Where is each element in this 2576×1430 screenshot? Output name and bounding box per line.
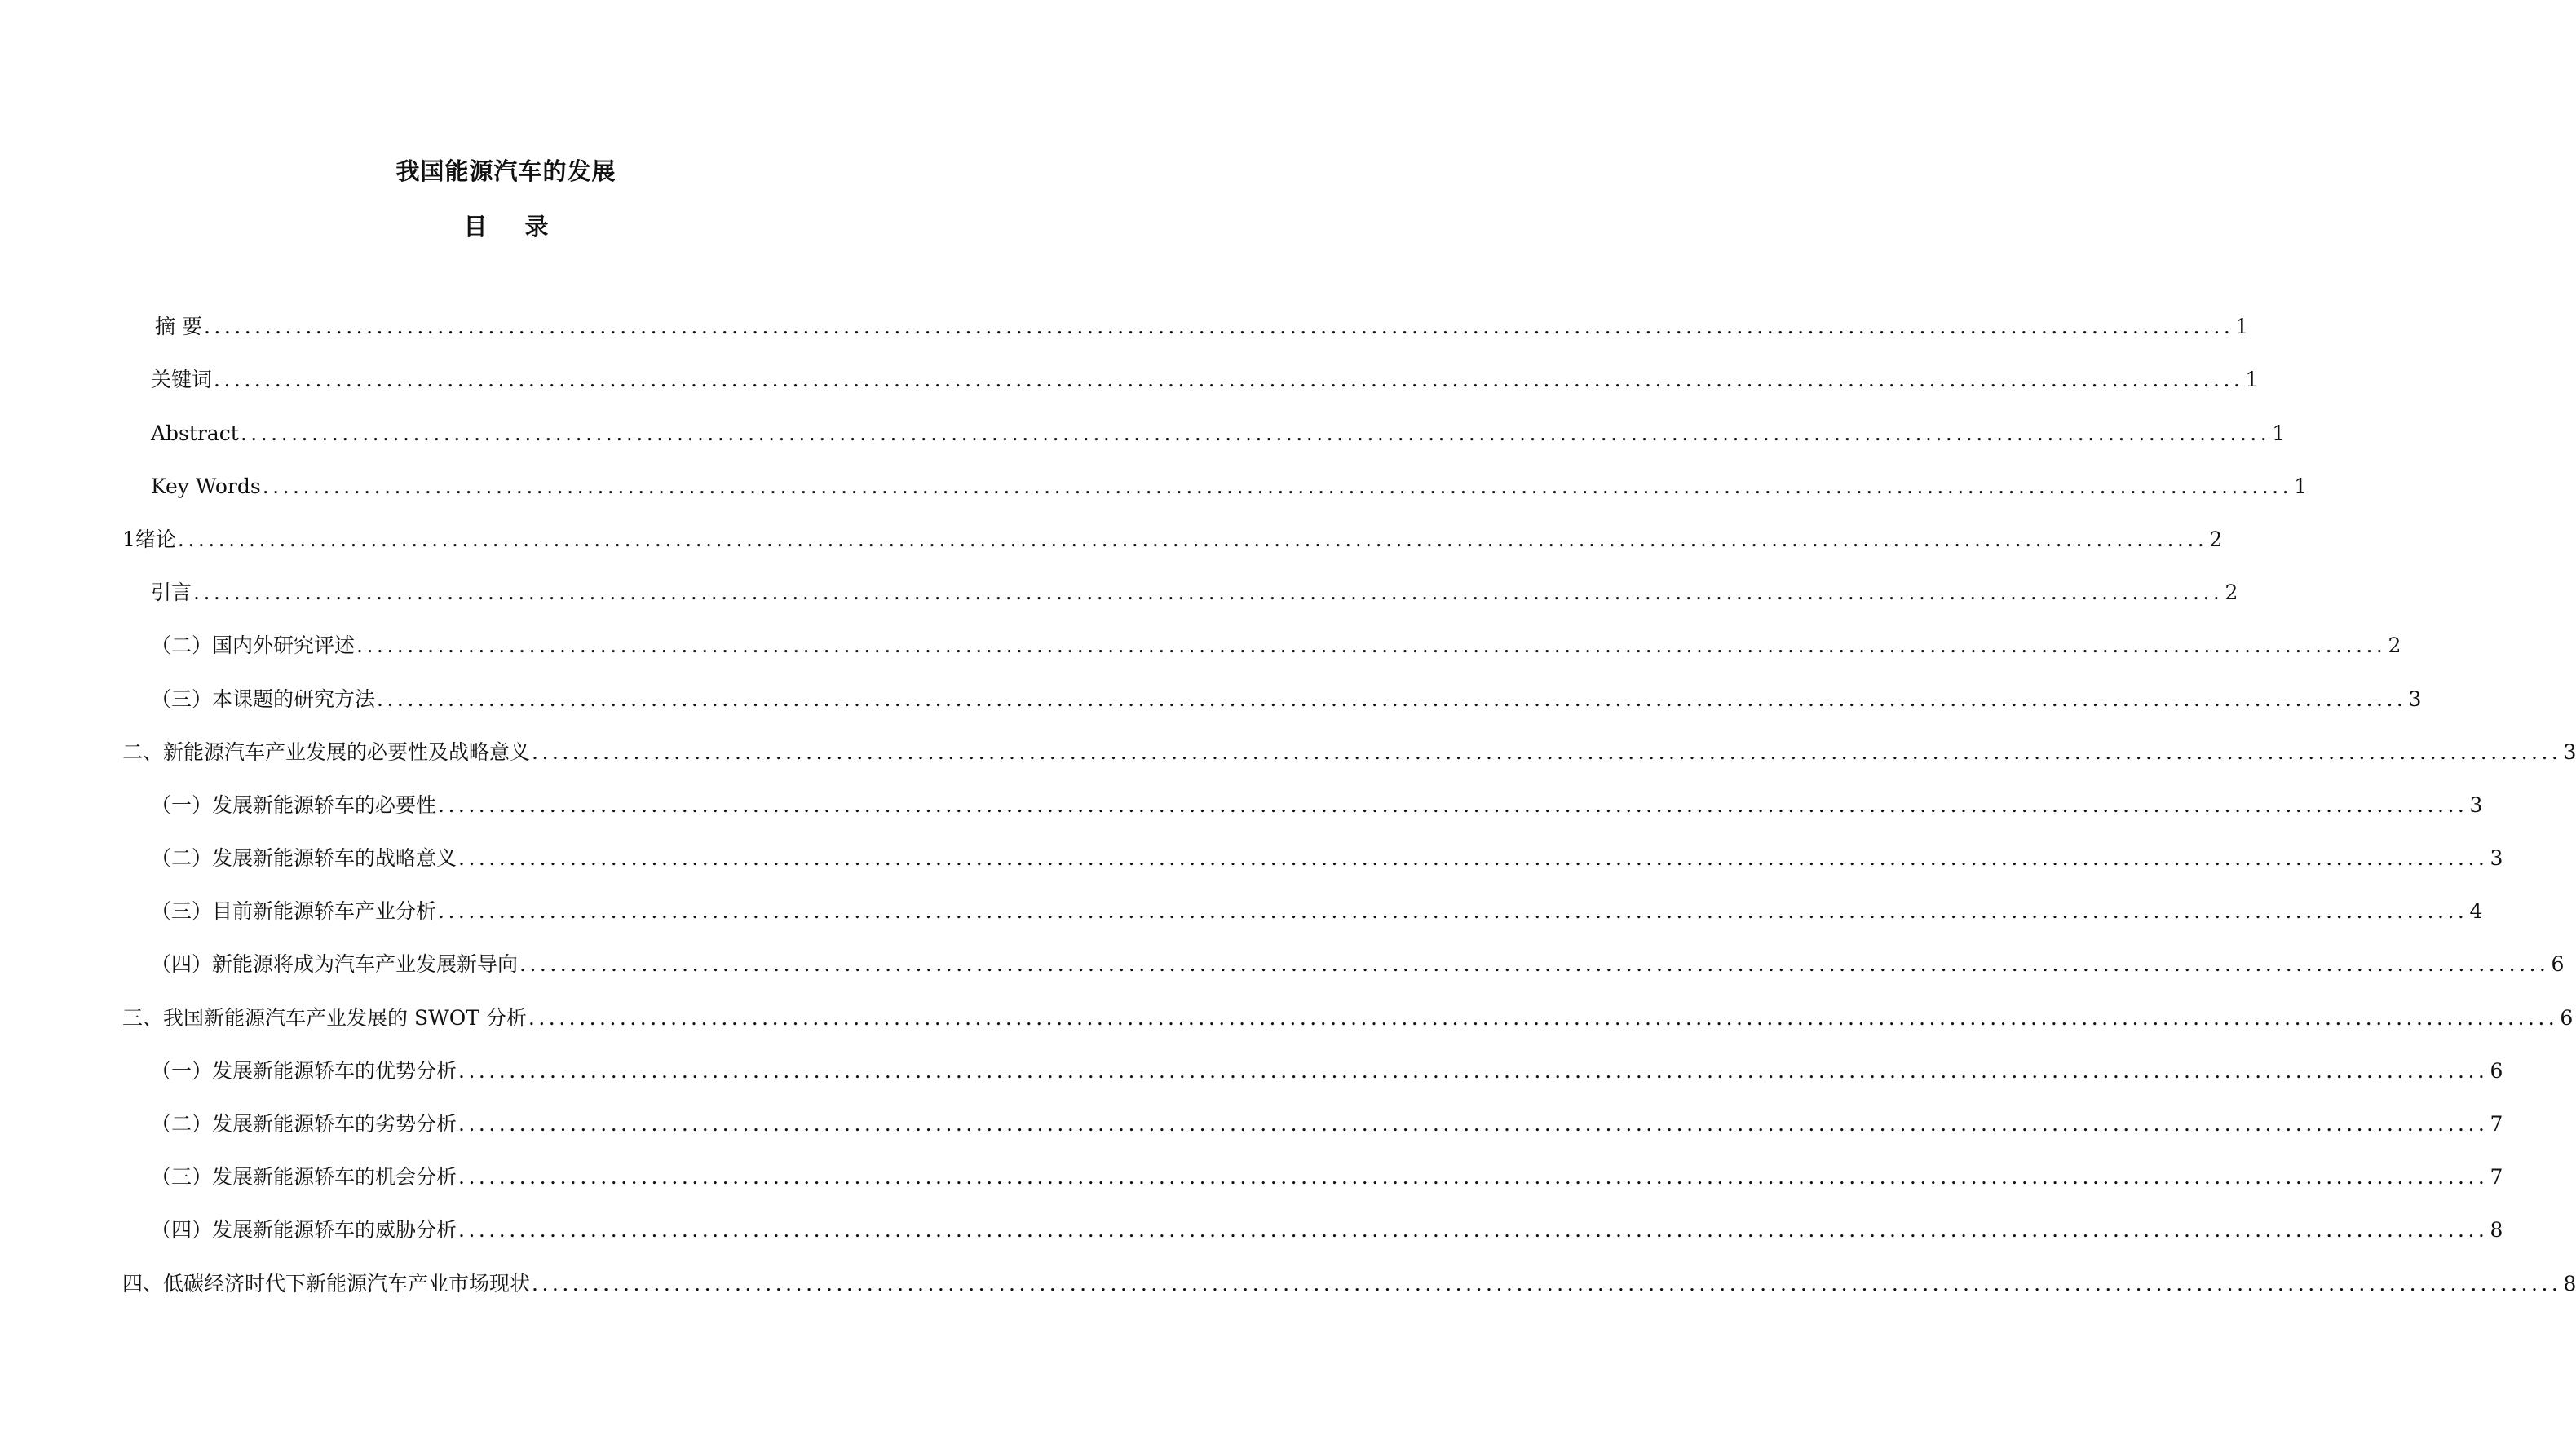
toc-entry[interactable] <box>122 765 2483 818</box>
toc-entry-page-number: 1 <box>2272 421 2286 445</box>
toc-entry-label: 关键词 <box>151 368 213 392</box>
toc-entry-label: 二、新能源汽车产业发展的必要性及战略意义 <box>122 739 531 764</box>
toc-entry[interactable] <box>122 712 2576 765</box>
toc-entry-number: 1 <box>122 527 135 551</box>
toc-dot-leader: ........................................................................................................................................................................................................ <box>262 474 2293 498</box>
toc-entry[interactable] <box>122 339 2259 392</box>
toc-dot-leader: ........................................................................................................................................................................................................ <box>458 1218 2489 1242</box>
toc-entry-page-number: 7 <box>2490 1165 2503 1189</box>
toc-entry-label: （一）发展新能源轿车的优势分析 <box>151 1058 457 1083</box>
toc-entry-page-number: 8 <box>2563 1271 2576 1295</box>
toc-dot-leader: ........................................................................................................................................................................................................ <box>377 686 2407 711</box>
toc-entry-page-number: 2 <box>2388 633 2401 658</box>
toc-entry-label: （一）发展新能源轿车的必要性 <box>151 792 437 817</box>
toc-dot-leader: ........................................................................................................................................................................................................ <box>458 1058 2489 1083</box>
toc-entry[interactable] <box>122 924 2565 977</box>
toc-entry-page-number: 3 <box>2563 739 2576 764</box>
toc-dot-leader: ........................................................................................................................................................................................................ <box>438 899 2468 924</box>
toc-dot-leader: ........................................................................................................................................................................................................ <box>458 1165 2489 1189</box>
toc-entry[interactable] <box>122 1189 2503 1242</box>
toc-entry[interactable] <box>122 286 2249 339</box>
toc-dot-leader: ........................................................................................................................................................................................................ <box>438 792 2468 817</box>
toc-entry[interactable] <box>122 446 2308 499</box>
toc-dot-leader: ........................................................................................................................................................................................................ <box>532 739 2562 764</box>
toc-entry-label: 四、低碳经济时代下新能源汽车产业市场现状 <box>122 1271 531 1295</box>
toc-entry-page-number: 1 <box>2235 315 2249 339</box>
toc-entry-label: Key Words <box>151 474 261 498</box>
document-title: 我国能源汽车的发展 <box>395 157 616 185</box>
toc-entry-page-number: 6 <box>2560 1005 2574 1030</box>
toc-entry[interactable] <box>122 1242 2576 1295</box>
toc-dot-leader: ........................................................................................................................................................................................................ <box>214 368 2244 392</box>
toc-entry-label: （二）发展新能源轿车的战略意义 <box>151 846 457 871</box>
toc-entry-label: （三）本课题的研究方法 <box>151 686 376 711</box>
toc-entry-label: 三、我国新能源汽车产业发展的 SWOT 分析 <box>122 1005 527 1030</box>
toc-entry[interactable] <box>122 605 2401 658</box>
toc-entry-page-number: 7 <box>2490 1112 2503 1136</box>
toc-entry-label: （四）发展新能源轿车的威胁分析 <box>151 1218 457 1242</box>
toc-entry-page-number: 2 <box>2209 527 2223 551</box>
toc-entry-label: 绪论 <box>135 527 176 551</box>
toc-entry[interactable] <box>122 392 2286 445</box>
toc-entry-label: （二）发展新能源轿车的劣势分析 <box>151 1112 457 1136</box>
toc-entry[interactable] <box>122 552 2238 605</box>
toc-entry-page-number: 3 <box>2469 792 2483 817</box>
toc-entry-page-number: 4 <box>2469 899 2483 924</box>
toc-entry-label: 引言 <box>151 580 192 605</box>
toc-entry-label: （四）新能源将成为汽车产业发展新导向 <box>151 952 519 977</box>
toc-dot-leader: ........................................................................................................................................................................................................ <box>458 1112 2489 1136</box>
toc-entry[interactable] <box>122 658 2422 711</box>
toc-entry[interactable] <box>122 1136 2503 1189</box>
toc-entry[interactable] <box>122 818 2503 871</box>
toc-entry-label: （三）目前新能源轿车产业分析 <box>151 899 437 924</box>
toc-entry-page-number: 2 <box>2225 580 2238 605</box>
toc-entry-page-number: 1 <box>2245 368 2259 392</box>
toc-entry-page-number: 6 <box>2551 952 2565 977</box>
toc-entry-label: Abstract <box>151 421 239 445</box>
toc-entry[interactable] <box>122 871 2483 924</box>
toc-dot-leader: ........................................................................................................................................................................................................ <box>203 315 2234 339</box>
toc-dot-leader: ........................................................................................................................................................................................................ <box>458 846 2489 871</box>
toc-entry[interactable] <box>122 1031 2503 1084</box>
toc-heading: 目 录 <box>463 213 563 241</box>
toc-entry-label: （二）国内外研究评述 <box>151 633 356 658</box>
toc-dot-leader: ........................................................................................................................................................................................................ <box>532 1271 2562 1295</box>
toc-dot-leader: ........................................................................................................................................................................................................ <box>519 952 2550 977</box>
toc-dot-leader: ........................................................................................................................................................................................................ <box>193 580 2224 605</box>
toc-entry-page-number: 1 <box>2294 474 2308 498</box>
toc-entry-page-number: 8 <box>2490 1218 2503 1242</box>
toc-dot-leader: ........................................................................................................................................................................................................ <box>177 527 2208 551</box>
toc-entry[interactable] <box>122 977 2574 1030</box>
toc-entry-page-number: 6 <box>2490 1058 2503 1083</box>
table-of-contents <box>122 286 2576 1296</box>
toc-entry-page-number: 3 <box>2408 686 2422 711</box>
toc-dot-leader: ........................................................................................................................................................................................................ <box>240 421 2271 445</box>
toc-entry[interactable] <box>122 499 2223 552</box>
toc-entry-label: （三）发展新能源轿车的机会分析 <box>151 1165 457 1189</box>
toc-dot-leader: ........................................................................................................................................................................................................ <box>528 1005 2559 1030</box>
toc-entry-page-number: 3 <box>2490 846 2503 871</box>
toc-entry[interactable] <box>122 1084 2503 1136</box>
toc-entry-label: 摘 要 <box>155 315 202 339</box>
toc-dot-leader: ........................................................................................................................................................................................................ <box>356 633 2387 658</box>
